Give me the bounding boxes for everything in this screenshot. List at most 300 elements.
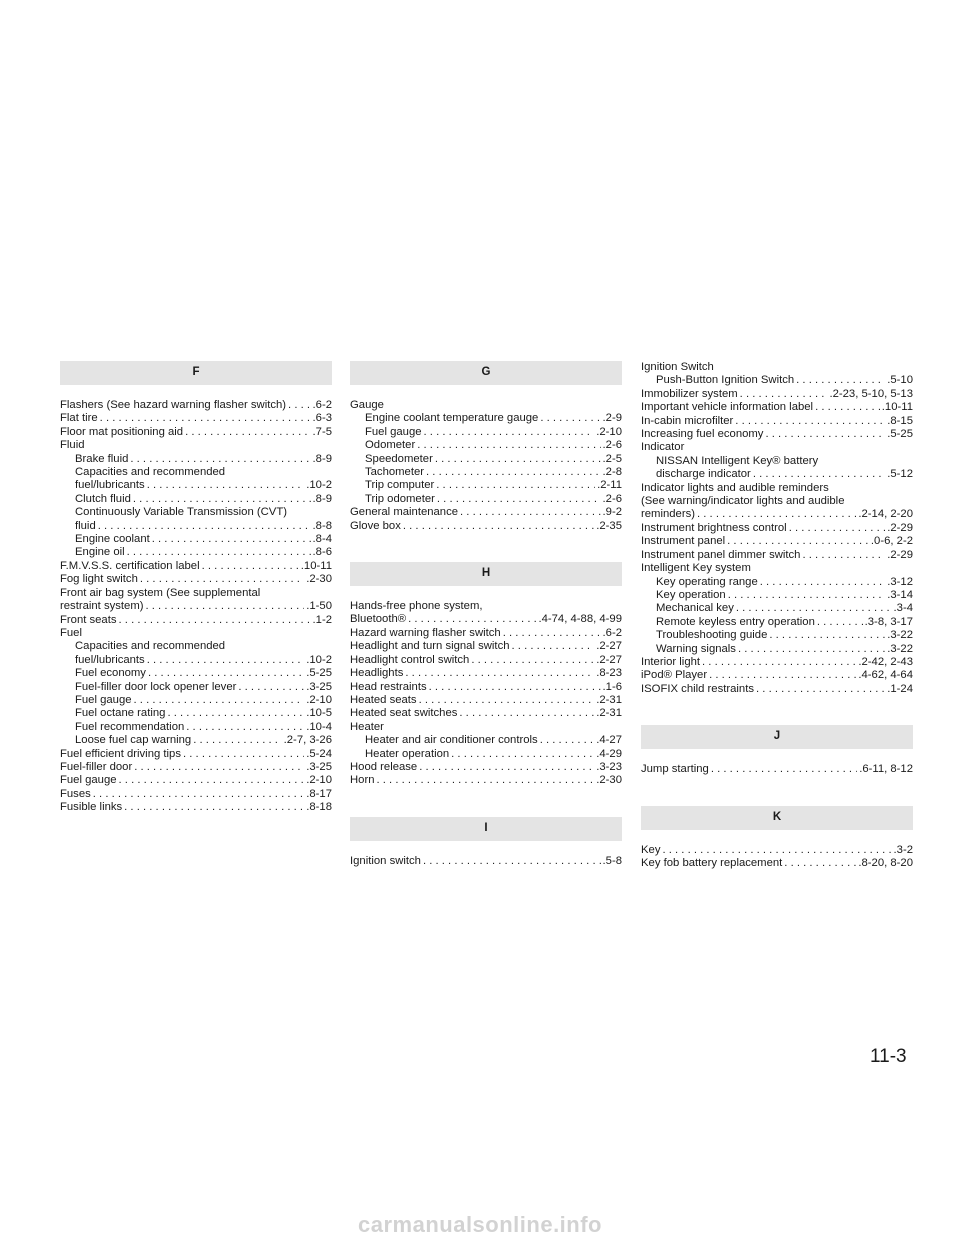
entry-text: Fuel — [60, 626, 82, 639]
dot-leader — [167, 707, 304, 720]
entry-page-ref: .1-6 — [602, 680, 622, 693]
dot-leader — [152, 533, 311, 546]
dot-leader — [134, 761, 304, 774]
index-entry — [60, 479, 332, 492]
entry-text: Key — [641, 843, 661, 856]
dot-leader — [740, 388, 828, 401]
dot-leader — [417, 439, 600, 452]
index-entry — [350, 654, 622, 667]
entry-text: NISSAN Intelligent Key® battery — [656, 454, 819, 467]
dot-leader — [789, 522, 886, 535]
index-entry — [350, 734, 622, 747]
entry-text: Instrument panel dimmer switch — [641, 548, 801, 561]
entry-page-ref: .4-27 — [596, 734, 622, 747]
entry-text: Instrument panel — [641, 535, 726, 548]
entry-text: Horn — [350, 774, 375, 787]
index-entry — [350, 520, 622, 533]
entry-page-ref: .1-24 — [887, 682, 913, 695]
entry-text: Fuel-filler door — [60, 760, 133, 773]
entry-page-ref: .2-14, 2-20 — [858, 508, 913, 521]
dot-leader — [423, 855, 601, 868]
dot-leader — [697, 508, 856, 521]
entry-page-ref: .2-27 — [596, 640, 622, 653]
dot-leader — [424, 426, 595, 439]
entry-text: Head restraints — [350, 680, 427, 693]
entry-text: Ignition switch — [350, 854, 421, 867]
entry-page-ref: .8-23 — [596, 667, 622, 680]
entry-text: Trip computer — [365, 479, 435, 492]
dot-leader — [802, 549, 885, 562]
index-entry — [60, 399, 332, 412]
dot-leader — [760, 576, 886, 589]
dot-leader — [796, 374, 885, 387]
index-entry — [60, 453, 332, 466]
entry-text: Remote keyless entry operation — [656, 615, 815, 628]
section-header-k: K — [641, 806, 913, 830]
index-entry — [60, 614, 332, 627]
index-entry — [60, 573, 332, 586]
index-entry — [350, 399, 622, 412]
index-entry — [641, 616, 913, 629]
entry-page-ref: .6-2 — [312, 399, 332, 411]
index-entry — [641, 495, 913, 508]
index-entry — [60, 681, 332, 694]
section-gap — [641, 777, 913, 806]
entry-page-ref: .2-35 — [596, 519, 622, 532]
dot-leader — [769, 629, 885, 642]
index-entry — [350, 493, 622, 506]
entry-text: Fuel gauge — [75, 693, 132, 706]
index-entry — [350, 855, 622, 868]
index-entry — [60, 801, 332, 814]
entry-text: Indicator lights and audible reminders — [641, 481, 829, 494]
index-entry — [60, 560, 332, 573]
entry-page-ref: .3-23 — [596, 760, 622, 773]
index-entry — [60, 627, 332, 640]
dot-leader — [124, 801, 304, 814]
dot-leader — [540, 412, 600, 425]
entry-text: Fog light switch — [60, 573, 138, 586]
entry-text: Engine coolant temperature gauge — [365, 412, 539, 425]
dot-leader — [133, 493, 311, 506]
entry-text: Odometer — [365, 439, 416, 452]
entry-page-ref: .10-2 — [306, 653, 332, 666]
entry-text: Fuses — [60, 787, 91, 800]
entry-page-ref: .2-42, 2-43 — [858, 655, 913, 668]
dot-leader — [147, 479, 305, 492]
section-gap — [350, 788, 622, 817]
entry-text: Heater operation — [365, 747, 450, 760]
index-entry — [641, 374, 913, 387]
entry-page-ref: .2-23, 5-10, 5-13 — [829, 387, 913, 400]
index-entry — [350, 506, 622, 519]
entry-text: Indicator — [641, 441, 685, 454]
entry-page-ref: .3-25 — [306, 680, 332, 693]
dot-leader — [436, 479, 595, 492]
dot-leader — [405, 667, 594, 680]
entry-page-ref: .8-15 — [887, 414, 913, 427]
index-entry — [641, 428, 913, 441]
entry-text: Mechanical key — [656, 602, 734, 615]
entry-page-ref: .10-11 — [300, 559, 332, 572]
index-column-2 — [350, 361, 622, 868]
entry-text: Warning signals — [656, 642, 736, 655]
entry-text: discharge indicator — [656, 468, 751, 481]
index-entry — [641, 643, 913, 656]
index-entry — [641, 589, 913, 602]
entry-page-ref: .3-22 — [887, 629, 913, 642]
entry-page-ref: .5-10 — [887, 374, 913, 387]
entry-text: Important vehicle information label — [641, 401, 814, 414]
index-entry — [641, 468, 913, 481]
entry-text: Headlight and turn signal switch — [350, 640, 510, 653]
dot-leader — [426, 466, 601, 479]
entry-text: Gauge — [350, 399, 384, 411]
entry-page-ref: .3-8, 3-17 — [864, 615, 913, 628]
index-entry — [350, 748, 622, 761]
index-entry — [641, 441, 913, 454]
entry-text: Fluid — [60, 439, 85, 452]
entry-page-ref: .9-2 — [602, 506, 622, 519]
entry-text: Floor mat positioning aid — [60, 425, 184, 438]
index-entry — [60, 788, 332, 801]
dot-leader — [503, 627, 601, 640]
entry-page-ref: .2-8 — [602, 466, 622, 479]
entry-text: Key operating range — [656, 575, 758, 588]
entry-text: Instrument brightness control — [641, 521, 787, 534]
dot-leader — [419, 761, 594, 774]
entry-page-ref: .3-4 — [893, 602, 913, 615]
index-entry — [60, 506, 332, 519]
entry-text: Capacities and recommended — [75, 466, 226, 479]
dot-leader — [753, 468, 885, 481]
entry-page-ref: .3-2 — [893, 843, 913, 856]
index-entry — [641, 455, 913, 468]
dot-leader — [756, 683, 885, 696]
entry-text: Loose fuel cap warning — [75, 734, 192, 747]
index-entry — [641, 629, 913, 642]
entry-page-ref: .0-6, 2-2 — [870, 535, 913, 548]
entry-page-ref: .3-25 — [306, 760, 332, 773]
index-entry — [60, 707, 332, 720]
dot-leader — [435, 453, 601, 466]
entry-page-ref: .10-4 — [306, 720, 332, 733]
section-header-g: G — [350, 361, 622, 385]
entry-page-ref: .2-11 — [597, 479, 622, 492]
entry-page-ref: .2-6 — [602, 439, 622, 452]
entry-page-ref: .2-31 — [596, 693, 622, 706]
section-gap — [641, 696, 913, 725]
entry-page-ref: .4-29 — [596, 747, 622, 760]
entry-page-ref: .3-12 — [887, 575, 913, 588]
index-entry — [60, 734, 332, 747]
entry-text: Fuel gauge — [60, 774, 117, 787]
dot-leader — [147, 654, 305, 667]
index-entry — [350, 426, 622, 439]
entry-text: Key operation — [656, 588, 726, 601]
dot-leader — [429, 681, 601, 694]
dot-leader — [403, 520, 594, 533]
entry-text: Hazard warning flasher switch — [350, 626, 501, 639]
index-entry — [60, 600, 332, 613]
entry-page-ref: .8-20, 8-20 — [858, 856, 913, 869]
dot-leader — [100, 412, 311, 425]
section-header-f: F — [60, 361, 332, 385]
index-entry — [350, 453, 622, 466]
entry-text: ISOFIX child restraints — [641, 682, 755, 695]
section-gap — [350, 533, 622, 562]
entry-page-ref: .2-10 — [596, 425, 622, 438]
entry-text: Push-Button Ignition Switch — [656, 374, 795, 387]
entry-page-ref: .2-27 — [596, 653, 622, 666]
entry-text: (See warning/indicator lights and audible — [641, 495, 845, 508]
index-entry — [641, 401, 913, 414]
entry-text: Fuel octane rating — [75, 707, 166, 720]
index-entry — [350, 640, 622, 653]
index-entry — [60, 426, 332, 439]
index-entry — [641, 844, 913, 857]
entry-page-ref: .10-11 — [881, 401, 913, 414]
entry-text: Front seats — [60, 613, 117, 626]
entry-text: Headlight control switch — [350, 653, 470, 666]
entry-page-ref: .3-22 — [887, 642, 913, 655]
entry-text: Jump starting — [641, 763, 709, 776]
entry-page-ref: .2-29 — [887, 548, 913, 561]
index-entry — [350, 694, 622, 707]
entry-page-ref: .8-9 — [312, 492, 332, 505]
index-entry — [641, 415, 913, 428]
entry-text: Clutch fluid — [75, 492, 131, 505]
dot-leader — [148, 667, 304, 680]
index-entry — [641, 508, 913, 521]
index-entry — [350, 412, 622, 425]
entry-page-ref: .4-62, 4-64 — [858, 669, 913, 682]
index-entry — [641, 656, 913, 669]
entry-text: Glove box — [350, 519, 401, 532]
entry-page-ref: .5-25 — [887, 428, 913, 441]
index-column-3 — [641, 361, 913, 870]
entry-page-ref: .2-10 — [306, 693, 332, 706]
index-entry — [350, 761, 622, 774]
entry-page-ref: .5-12 — [887, 468, 913, 481]
entry-text: Flashers (See hazard warning flasher switch) — [60, 399, 287, 411]
index-entry — [60, 412, 332, 425]
entry-text: Increasing fuel economy — [641, 428, 764, 441]
dot-leader — [711, 763, 857, 776]
index-entry — [350, 600, 622, 613]
index-entry — [350, 466, 622, 479]
entry-page-ref: .5-24 — [306, 747, 332, 760]
entry-page-ref: .4-74, 4-88, 4-99 — [538, 613, 622, 626]
entry-text: Hood release — [350, 760, 418, 773]
index-entry — [641, 361, 913, 374]
entry-page-ref: .6-2 — [602, 626, 622, 639]
entry-page-ref: .2-30 — [306, 573, 332, 586]
index-entry — [60, 748, 332, 761]
entry-text: Immobilizer system — [641, 387, 738, 400]
dot-leader — [98, 520, 311, 533]
dot-leader — [127, 546, 311, 559]
entry-page-ref: .5-25 — [306, 667, 332, 680]
index-entry — [60, 533, 332, 546]
index-entry — [350, 627, 622, 640]
entry-text: Front air bag system (See supplemental — [60, 586, 261, 599]
index-entry — [641, 763, 913, 776]
entry-page-ref: .8-4 — [312, 533, 332, 546]
index-entry — [60, 774, 332, 787]
entry-text: Fusible links — [60, 801, 123, 814]
dot-leader — [662, 844, 891, 857]
entry-text: Engine coolant — [75, 533, 150, 546]
dot-leader — [459, 707, 594, 720]
dot-leader — [377, 774, 595, 787]
dot-leader — [702, 656, 856, 669]
index-entry — [641, 669, 913, 682]
entry-text: Fuel economy — [75, 667, 146, 680]
dot-leader — [183, 748, 304, 761]
entry-text: fuel/lubricants — [75, 479, 145, 492]
entry-page-ref: .2-29 — [887, 521, 913, 534]
index-entry — [60, 520, 332, 533]
dot-leader — [140, 573, 304, 586]
dot-leader — [134, 694, 305, 707]
dot-leader — [202, 560, 299, 573]
dot-leader — [408, 613, 536, 626]
index-entry — [350, 681, 622, 694]
entry-text: iPod® Player — [641, 669, 708, 682]
index-entry — [641, 683, 913, 696]
index-entry — [641, 602, 913, 615]
dot-leader — [460, 506, 601, 519]
dot-leader — [93, 788, 304, 801]
index-column-1 — [60, 361, 332, 815]
entry-text: Tachometer — [365, 466, 425, 479]
entry-page-ref: .7-5 — [312, 425, 332, 438]
entry-text: F.M.V.S.S. certification label — [60, 559, 200, 572]
dot-leader — [727, 535, 869, 548]
entry-page-ref: .2-6 — [602, 492, 622, 505]
dot-leader — [738, 643, 885, 656]
index-entry — [641, 857, 913, 870]
entry-text: Trip odometer — [365, 492, 435, 505]
dot-leader — [119, 614, 311, 627]
page-number: 11-3 — [870, 1046, 907, 1067]
index-entry — [641, 562, 913, 575]
index-entry — [60, 667, 332, 680]
index-entry — [641, 576, 913, 589]
index-entry — [60, 654, 332, 667]
index-entry — [60, 721, 332, 734]
entry-page-ref: .2-9 — [602, 412, 622, 425]
entry-page-ref: .6-11, 8-12 — [859, 763, 913, 776]
entry-text: Engine oil — [75, 546, 125, 559]
index-entry — [60, 761, 332, 774]
entry-page-ref: .2-10 — [306, 774, 332, 787]
entry-page-ref: .8-18 — [306, 801, 332, 814]
index-entry — [641, 482, 913, 495]
index-entry — [350, 439, 622, 452]
entry-text: fuel/lubricants — [75, 653, 145, 666]
entry-text: Fuel recommendation — [75, 720, 185, 733]
index-entry — [60, 439, 332, 452]
dot-leader — [784, 857, 856, 870]
entry-page-ref: .8-8 — [312, 519, 332, 532]
entry-text: Capacities and recommended — [75, 640, 226, 653]
entry-text: Heater — [350, 720, 384, 733]
entry-text: Troubleshooting guide — [656, 629, 768, 642]
index-entry — [350, 667, 622, 680]
dot-leader — [193, 734, 281, 747]
index-entry — [350, 613, 622, 626]
index-entry — [60, 493, 332, 506]
dot-leader — [186, 721, 304, 734]
index-entry — [60, 546, 332, 559]
entry-page-ref: .10-5 — [306, 707, 332, 720]
dot-leader — [419, 694, 595, 707]
entry-text: Continuously Variable Transmission (CVT) — [75, 506, 287, 519]
index-entry — [350, 721, 622, 734]
entry-page-ref: .2-5 — [602, 452, 622, 465]
entry-page-ref: .8-6 — [312, 546, 332, 559]
index-entry — [60, 640, 332, 653]
dot-leader — [288, 399, 310, 412]
index-entry — [641, 388, 913, 401]
index-entry — [60, 466, 332, 479]
dot-leader — [130, 453, 310, 466]
entry-page-ref: .5-8 — [602, 854, 622, 867]
dot-leader — [119, 774, 305, 787]
entry-text: Hands-free phone system, — [350, 600, 483, 613]
entry-page-ref: .1-50 — [306, 600, 332, 613]
entry-page-ref: .2-31 — [596, 707, 622, 720]
dot-leader — [709, 669, 856, 682]
entry-text: Intelligent Key system — [641, 562, 751, 575]
dot-leader — [815, 401, 880, 414]
entry-page-ref: .8-17 — [306, 787, 332, 800]
dot-leader — [146, 600, 305, 613]
entry-text: Interior light — [641, 655, 701, 668]
entry-text: Fuel efficient driving tips — [60, 747, 181, 760]
dot-leader — [471, 654, 594, 667]
watermark: carmanualsonline.info — [358, 1212, 602, 1237]
entry-text: fluid — [75, 519, 96, 532]
section-header-j: J — [641, 725, 913, 749]
entry-text: Key fob battery replacement — [641, 856, 783, 869]
entry-page-ref: .10-2 — [306, 479, 332, 492]
entry-text: In-cabin microfilter — [641, 414, 734, 427]
index-entry — [641, 549, 913, 562]
section-header-i: I — [350, 817, 622, 841]
entry-text: restraint system) — [60, 600, 144, 613]
entry-page-ref: .2-30 — [596, 774, 622, 787]
entry-page-ref: .1-2 — [312, 613, 332, 626]
index-entry — [641, 522, 913, 535]
entry-text: Headlights — [350, 667, 404, 680]
entry-text: Heated seats — [350, 693, 417, 706]
entry-text: Speedometer — [365, 452, 433, 465]
dot-leader — [238, 681, 304, 694]
entry-text: Fuel gauge — [365, 425, 422, 438]
entry-text: Brake fluid — [75, 452, 129, 465]
entry-page-ref: .6-3 — [312, 412, 332, 425]
entry-page-ref: .2-7, 3-26 — [283, 734, 332, 747]
entry-text: Ignition Switch — [641, 361, 714, 373]
dot-leader — [540, 734, 595, 747]
entry-text: Fuel-filler door lock opener lever — [75, 680, 237, 693]
entry-page-ref: .3-14 — [887, 588, 913, 601]
dot-leader — [817, 616, 863, 629]
entry-text: Heater and air conditioner controls — [365, 734, 538, 747]
